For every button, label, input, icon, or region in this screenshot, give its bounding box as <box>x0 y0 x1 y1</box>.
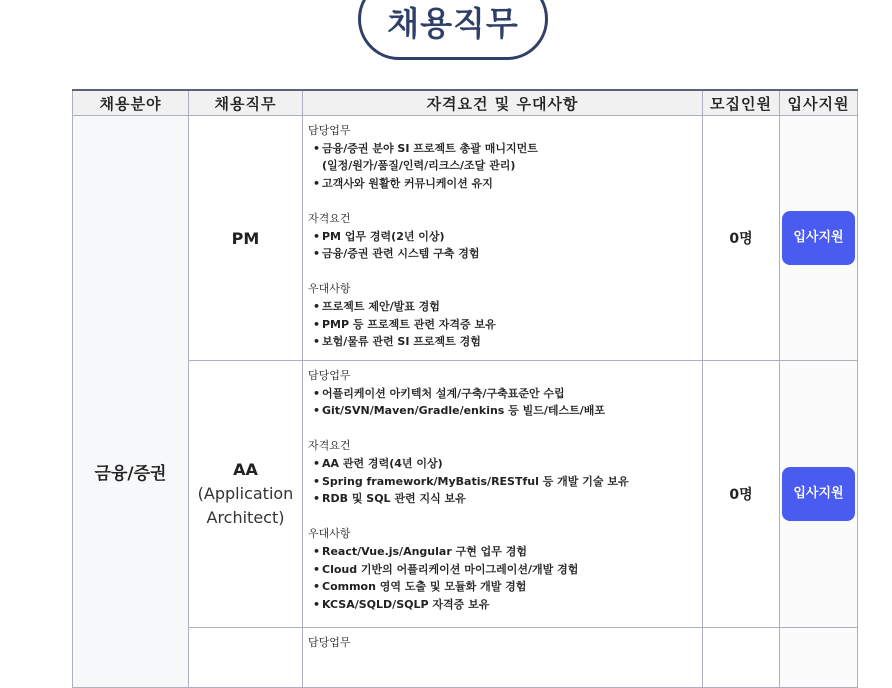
list-item: (일정/원가/품질/인력/리크스/조달 관리) <box>322 159 516 173</box>
table-header-row <box>73 90 858 116</box>
role-subtitle: (Application Architect) <box>197 484 294 527</box>
requirements-list <box>308 455 702 508</box>
duties-title: 담당업무 <box>308 636 351 649</box>
list-item: • 금융/증권 관련 시스템 구축 경험 <box>313 245 702 263</box>
table-row <box>73 116 858 361</box>
header-apply: 입사지원 <box>780 90 858 116</box>
field-cell <box>73 116 189 688</box>
list-item: • Cloud 기반의 어플리케이션 마이그레이션/개발 경험 <box>313 561 702 579</box>
header-count: 모집인원 <box>703 90 780 116</box>
list-item: • React/Vue.js/Angular 구현 업무 경험 <box>313 543 702 561</box>
duties-list <box>308 385 702 420</box>
role-cell <box>189 628 303 688</box>
list-item: • 금융/증권 분야 SI 프로젝트 총괄 매니지먼트 <box>313 140 702 158</box>
apply-cell <box>780 116 858 361</box>
count-cell: 0명 <box>703 361 780 628</box>
header-field: 채용분야 <box>73 90 189 116</box>
job-table <box>72 89 858 688</box>
requirements-title: 자격요건 <box>308 439 351 453</box>
page-title: 채용직무 <box>387 4 519 43</box>
list-item: • KCSA/SQLD/SQLP 자격증 보유 <box>313 596 702 614</box>
apply-button[interactable]: 입사지원 <box>782 211 855 265</box>
apply-cell <box>780 628 858 688</box>
table-row <box>73 628 858 688</box>
count-cell <box>703 628 780 688</box>
role-name: AA <box>233 460 258 479</box>
qualifications-cell <box>303 628 703 688</box>
preferences-title: 우대사항 <box>308 282 351 296</box>
list-item: • 프로젝트 제안/발표 경험 <box>313 298 702 316</box>
header-qualifications: 자격요건 및 우대사항 <box>303 90 703 116</box>
list-item: • 고객사와 원활한 커뮤니케이션 유지 <box>313 175 702 193</box>
field-label: 금융/증권 <box>94 464 167 484</box>
list-item: • Git/SVN/Maven/Gradle/enkins 등 빌드/테스트/배포 <box>313 402 702 420</box>
header-role: 채용직무 <box>189 90 303 116</box>
duties-title: 담당업무 <box>308 124 351 137</box>
apply-button[interactable]: 입사지원 <box>782 467 855 521</box>
list-item: • 어플리케이션 아키텍처 설계/구축/구축표준안 수립 <box>313 385 702 403</box>
list-item: • Common 영역 도출 및 모듈화 개발 경험 <box>313 578 702 596</box>
requirements-title: 자격요건 <box>308 211 351 225</box>
list-item: • RDB 및 SQL 관련 지식 보유 <box>313 490 702 508</box>
qualifications-cell <box>303 116 703 361</box>
preferences-list <box>308 298 702 351</box>
duties-list <box>308 140 702 193</box>
role-name: PM <box>231 228 260 248</box>
list-item: • AA 관련 경력(4년 이상) <box>313 455 702 473</box>
preferences-title: 우대사항 <box>308 527 351 541</box>
requirements-list <box>308 228 702 263</box>
page-title-badge <box>358 0 548 60</box>
list-item: • Spring framework/MyBatis/RESTful 등 개발 기술 보유 <box>313 473 702 491</box>
duties-title: 담당업무 <box>308 369 351 382</box>
role-cell <box>189 116 303 361</box>
preferences-list <box>308 543 702 613</box>
apply-cell <box>780 361 858 628</box>
count-cell: 0명 <box>703 116 780 361</box>
list-item: • PM 업무 경력(2년 이상) <box>313 228 702 246</box>
list-item: • PMP 등 프로젝트 관련 자격증 보유 <box>313 316 702 334</box>
table-row <box>73 361 858 628</box>
role-cell <box>189 361 303 628</box>
qualifications-cell <box>303 361 703 628</box>
list-item: • 보험/물류 관련 SI 프로젝트 경험 <box>313 333 702 351</box>
